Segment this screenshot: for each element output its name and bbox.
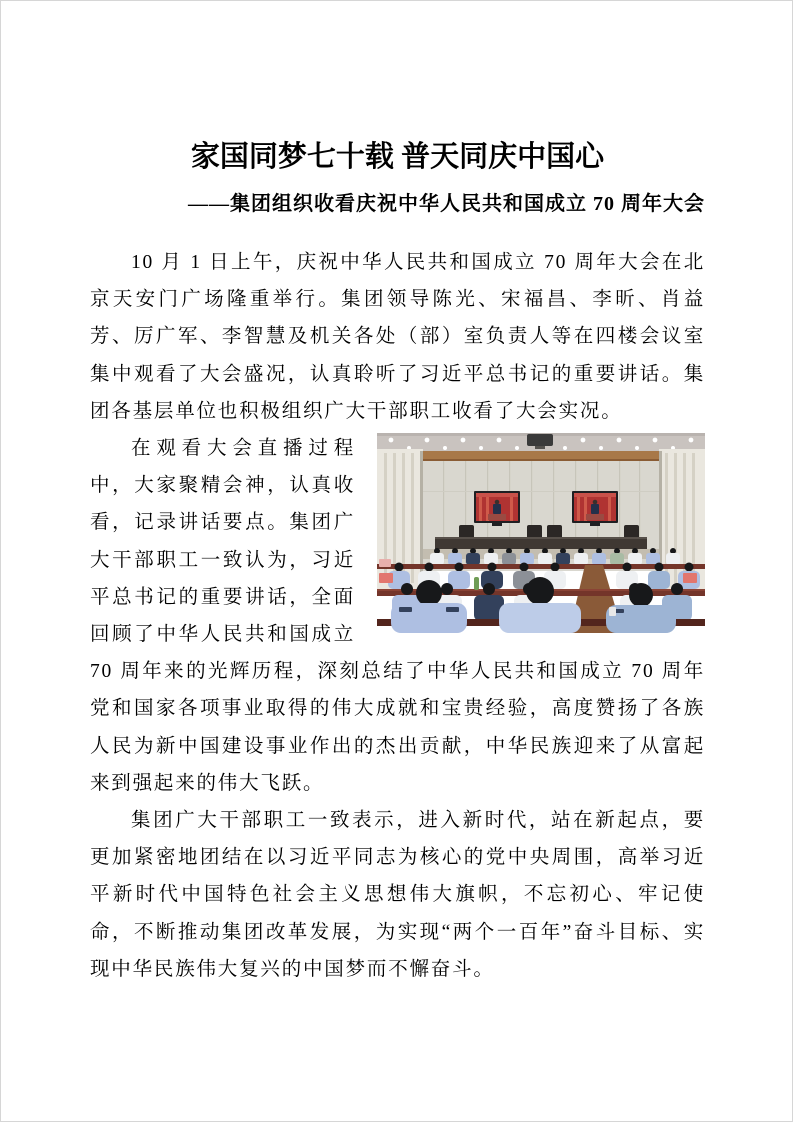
paragraph-2-text: 在观看大会直播过程中，大家聚精会神，认真收看，记录讲话要点。集团广大干部职工一致认为，习近平总书记的重要讲话，全面回顾了中华人民共和国成立 70 周年来的光辉历程，深刻总结了中华人民共和国成立 70 周年党和国家各项事业取得的伟大成就和宝贵经验，高度赞扬了各族人民为新中国建设事业作出的杰出贡献，中华民族迎来了从富起来到强起来的伟大飞跃。: [90, 438, 705, 794]
paragraph-3: 集团广大干部职工一致表示，进入新时代，站在新起点，要更加紧密地团结在以习近平同志为核心的党中央周围，高举习近平新时代中国特色社会主义思想伟大旗帜，不忘初心、牢记使命，不断推动集团改革发展，为实现“两个一百年”奋斗目标、实现中华民族伟大复兴的中国梦而不懈奋斗。: [90, 810, 705, 980]
document-content: [90, 139, 705, 988]
photo-ceiling: [377, 433, 705, 453]
meeting-photo-illustration: [377, 433, 705, 633]
bottle-icon: [474, 577, 479, 590]
document-title: 家国同梦七十载 普天同庆中国心: [190, 141, 605, 173]
photo-tv-left: [474, 491, 520, 526]
paragraph-1: 10 月 1 日上午，庆祝中华人民共和国成立 70 周年大会在北京天安门广场隆重举行。集团领导陈光、宋福昌、李昕、肖益芳、厉广军、李智慧及机关各处（部）室负责人等在四楼会议室集中观看了大会盛况，认真聆听了习近平总书记的重要讲话。集团各基层单位也积极组织广大干部职工收看了大会实况。: [90, 252, 705, 422]
document-body: [90, 244, 705, 988]
cup-icon: [609, 607, 616, 616]
paragraph-2: [90, 430, 705, 802]
document-subtitle: ——集团组织收看庆祝中华人民共和国成立 70 周年大会: [188, 193, 705, 215]
projector-icon: [527, 434, 553, 446]
meeting-photo: [377, 433, 705, 633]
photo-tv-right: [572, 491, 618, 526]
